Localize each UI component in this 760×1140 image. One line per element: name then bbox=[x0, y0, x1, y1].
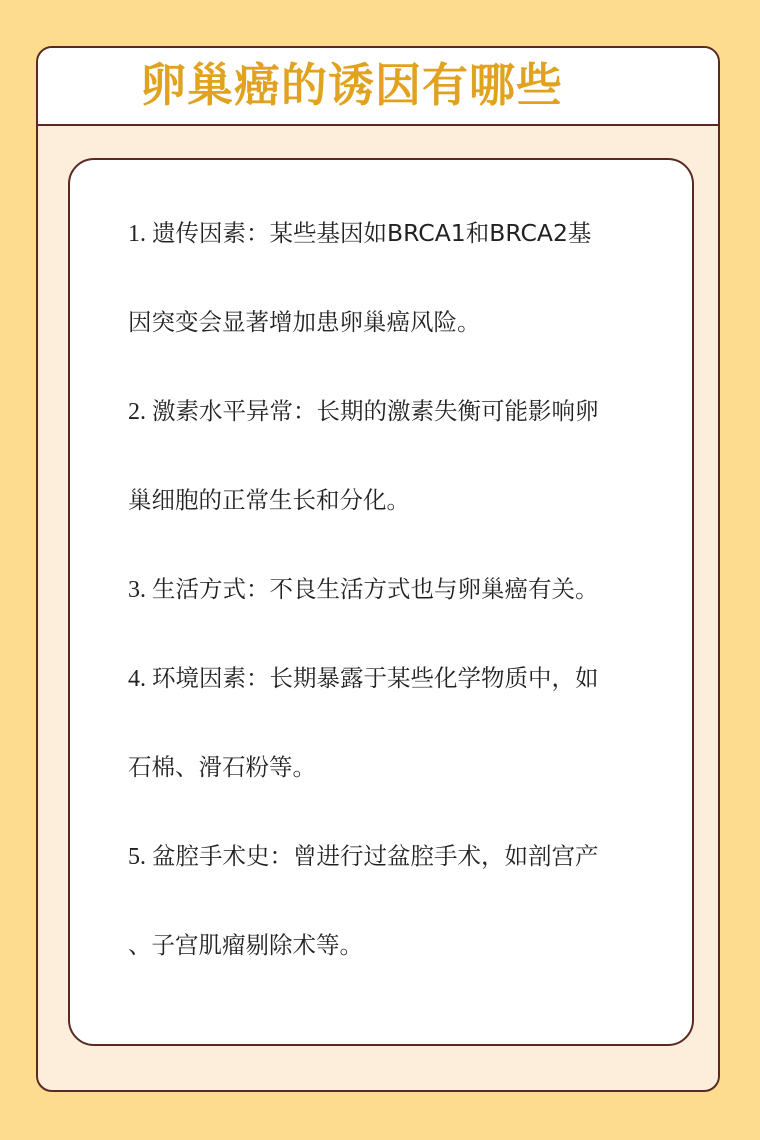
line-text: 石棉、滑石粉等。 bbox=[128, 753, 316, 781]
line-text: 盆腔手术史：曾进行过盆腔手术，如剖宫产 bbox=[152, 842, 599, 870]
text-line bbox=[128, 930, 363, 961]
line-text: 环境因素：长期暴露于某些化学物质中，如 bbox=[152, 664, 599, 692]
text-line bbox=[128, 396, 599, 427]
item-number: 5. bbox=[128, 844, 152, 870]
item-number: 1. bbox=[128, 221, 152, 247]
text-line bbox=[128, 663, 599, 694]
line-text: 巢细胞的正常生长和分化。 bbox=[128, 486, 410, 514]
text-line bbox=[128, 841, 599, 872]
item-number: 4. bbox=[128, 666, 152, 692]
line-text: 生活方式：不良生活方式也与卵巢癌有关。 bbox=[152, 575, 599, 603]
text-line bbox=[128, 574, 599, 605]
content-box bbox=[68, 158, 694, 1046]
line-text: 遗传因素：某些基因如BRCA1和BRCA2基 bbox=[152, 219, 592, 247]
text-line bbox=[128, 485, 410, 516]
line-text: 、子宫肌瘤剔除术等。 bbox=[128, 931, 363, 959]
item-number: 2. bbox=[128, 399, 152, 425]
page-title: 卵巢癌的诱因有哪些 bbox=[140, 58, 563, 112]
text-line bbox=[128, 752, 316, 783]
line-text: 激素水平异常：长期的激素失衡可能影响卵 bbox=[152, 397, 599, 425]
article-card bbox=[36, 46, 720, 1092]
item-number: 3. bbox=[128, 577, 152, 603]
title-bar bbox=[38, 48, 718, 126]
text-line bbox=[128, 218, 591, 249]
line-text: 因突变会显著增加患卵巢癌风险。 bbox=[128, 308, 481, 336]
text-line bbox=[128, 307, 481, 338]
